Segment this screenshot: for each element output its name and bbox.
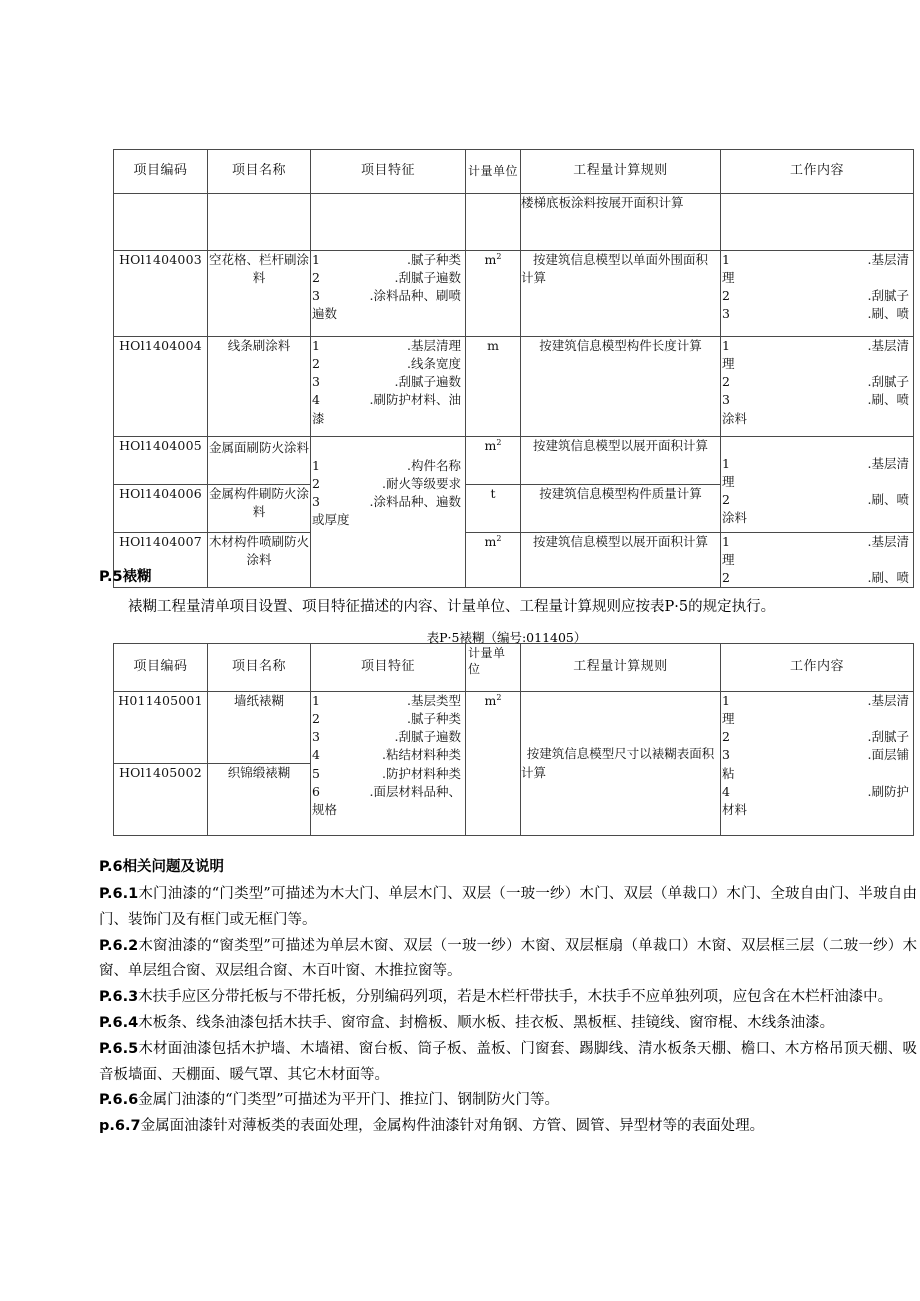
list-item [311,287,465,305]
cell-code: HOl1404007 [114,533,208,588]
cell-unit [466,337,521,437]
list-item [311,783,465,801]
table-row [114,337,914,437]
item-number: 1 [722,534,730,549]
work-list [721,692,913,819]
feature-list [311,251,465,324]
table-row [114,194,914,251]
unit-value: m [484,534,497,550]
table-p4-continued [113,149,914,588]
clause-number: P.6.6 [99,1092,139,1109]
list-item [721,251,913,269]
table-header-row [114,150,914,194]
item-text: .面层材料品种、 [369,783,461,799]
item-text: .耐火等级要求 [382,476,461,492]
rule-text-line2: 计算 [521,764,547,780]
item-text: .基层类型 [407,693,461,708]
clause-p6-5 [99,1037,917,1089]
item-text-continuation: 遍数 [312,306,338,322]
item-text: .刮腻子遍数 [394,374,461,390]
unit-value: m [484,438,497,454]
rule-text-line2: 计算 [521,270,547,286]
item-text-continuation: 涂料 [722,510,748,526]
rule-text: 楼梯底板涂料按展开面积计算 [521,195,684,210]
rule-text-line1: 按建筑信息模型尺寸以裱糊表面积 [526,746,715,762]
item-text: .涂料品种、遍数 [369,494,461,510]
item-text: .刷、喷 [867,570,909,586]
unit-exponent: 2 [496,438,502,447]
cell-code [114,194,208,251]
clause-number: P.6.3 [99,989,139,1006]
unit-exponent: 2 [496,252,502,261]
th-unit-line2: 位 [468,661,481,676]
item-number: 2 [722,374,730,390]
cell-feature [311,337,466,437]
list-item [721,373,913,391]
th-project-feature: 项目特征 [311,150,466,194]
item-text-continuation: 漆 [312,410,325,426]
cell-rule [521,437,721,485]
clause-p6-1 [99,882,917,934]
th-work-content: 工作内容 [721,150,914,194]
unit-exponent: 2 [496,693,502,702]
item-text: .刮腻子 [867,729,909,745]
cell-rule [521,251,721,337]
cell-rule-carryover [521,194,721,251]
cell-rule [521,485,721,533]
item-text-continuation: 规格 [312,801,338,817]
section-p6 [99,855,917,1140]
clause-p6-6 [99,1088,917,1114]
list-item [311,493,465,511]
cell-name: 线条刷涂料 [208,337,311,437]
clause-number: P.6.4 [99,1014,139,1031]
item-text: .线条宽度 [407,356,461,372]
th-quantity-rule: 工程量计算规则 [521,150,721,194]
item-text: .面层铺 [867,747,909,763]
item-text: .防护材料种类 [382,765,461,781]
unit-value: m [484,693,497,709]
item-number: 1 [722,693,730,708]
item-number: 3 [312,374,320,390]
item-text-continuation: 理 [722,711,735,727]
table-p5-caption: 表P·5裱糊（编号:011405） [426,629,587,645]
table-header-row [114,644,914,692]
cell-unit [466,485,521,533]
item-text: .基层清 [867,456,909,471]
item-text: .刮腻子遍数 [394,270,461,286]
work-list [721,337,913,428]
list-item [311,269,465,287]
rule-text-line1: 按建筑信息模型以展开面积计算 [532,534,708,549]
clause-text: 木窗油漆的“窗类型”可描述为单层木窗、双层（一玻一纱）木窗、双层框扇（单裁口）木窗、双层框三层（二玻一纱）木窗、单层组合窗、双层组合窗、木百叶窗、木推拉窗等。 [99,937,917,980]
cell-name: 金属面刷防火涂料 [208,437,311,485]
item-number: 1 [722,338,730,353]
unit-value: m [484,252,497,268]
item-number: 4 [312,747,320,763]
clause-number: p.6.7 [99,1118,141,1135]
list-item [721,533,913,551]
cell-rule-merged [521,692,721,836]
list-item [721,337,913,355]
feature-list [311,692,465,819]
item-number: 5 [312,765,320,781]
item-text: .腻子种类 [407,252,461,267]
item-number: 3 [312,494,320,510]
item-number: 3 [312,729,320,745]
table-row [114,437,914,485]
clause-p6-7 [99,1114,917,1140]
item-number: 2 [722,570,730,586]
item-number: 2 [722,288,730,304]
item-text: .刷防护 [867,783,909,799]
clause-text: 木门油漆的“门类型”可描述为木大门、单层木门、双层（一玻一纱）木门、双层（单裁口）木门、全玻自由门、半玻自由门、装饰门及有框门或无框门等。 [99,886,917,928]
list-item [721,491,913,509]
clause-text: 金属门油漆的“门类型”可描述为平开门、推拉门、钢制防火门等。 [138,1092,559,1109]
rule-text-line1: 按建筑信息模型以展开面积计算 [532,438,708,453]
item-text: .基层清 [867,534,909,549]
th-work-content: 工作内容 [721,644,914,692]
table-p5-wrapper [113,643,913,836]
rule-text-line1: 按建筑信息模型构件长度计算 [539,338,702,353]
clause-p6-3 [99,985,917,1011]
list-item [311,728,465,746]
item-number: 2 [312,356,320,372]
list-item [311,251,465,269]
item-number: 2 [312,476,320,492]
item-number: 1 [312,693,320,708]
cell-unit [466,194,521,251]
item-text: .刮腻子遍数 [394,729,461,745]
item-text: .刮腻子 [867,374,909,390]
rule-text-line1: 按建筑信息模型构件质量计算 [539,486,702,501]
item-number: 3 [722,392,730,408]
cell-unit [466,251,521,337]
list-item [721,391,913,409]
item-text-continuation: 理 [722,474,735,490]
th-project-name: 项目名称 [208,150,311,194]
th-project-feature: 项目特征 [311,644,466,692]
item-text: .基层清理 [407,338,461,353]
cell-work [721,194,914,251]
th-quantity-rule: 工程量计算规则 [521,644,721,692]
list-item [311,457,465,475]
cell-work-merged [721,437,914,533]
list-item [721,305,913,323]
item-text: .涂料品种、刷喷 [369,288,461,304]
item-number: 4 [312,392,320,408]
th-unit-line1: 计量单 [468,646,506,660]
item-text: .刷、喷 [867,492,909,508]
item-number: 2 [312,270,320,286]
table-row [114,692,914,764]
item-text: .刮腻子 [867,288,909,304]
list-item [311,692,465,710]
item-text: .基层清 [867,338,909,353]
item-text-continuation: 或厚度 [312,512,350,528]
list-item [311,373,465,391]
clause-number: P.6.2 [99,937,139,954]
unit-exponent: 2 [496,534,502,543]
item-number: 3 [722,747,730,763]
cell-work [721,251,914,337]
table-p4-continued-wrapper [113,149,913,588]
cell-code: HOl1404005 [114,437,208,485]
list-item [311,475,465,493]
list-item [311,337,465,355]
clause-number: P.6.5 [99,1040,139,1057]
th-project-code: 项目编码 [114,150,208,194]
cell-name: 织锦缎裱糊 [208,764,311,836]
item-text: .刷、喷 [867,306,909,322]
item-text-continuation: 理 [722,552,735,568]
cell-name [208,194,311,251]
item-number: 2 [722,492,730,508]
item-text-continuation: 材料 [722,801,748,817]
clause-text: 木材面油漆包括木护墙、木墙裙、窗台板、筒子板、盖板、门窗套、踢脚线、清水板条天棚、檐口、木方格吊顶天棚、吸音板墙面、天棚面、暖气罩、其它木材面等。 [99,1040,917,1083]
cell-name: 墙纸裱糊 [208,692,311,764]
item-number: 1 [722,456,730,471]
item-number: 1 [312,338,320,353]
cell-code: HOl1405002 [114,764,208,836]
table-row [114,251,914,337]
section-p5 [99,565,914,646]
list-item [721,728,913,746]
feature-list [311,437,465,530]
list-item [311,391,465,409]
th-unit: 计量单位 [466,150,521,194]
item-number: 3 [312,288,320,304]
item-number: 1 [722,252,730,267]
item-text-continuation: 理 [722,270,735,286]
rule-text-line1: 按建筑信息模型以单面外围面积 [532,252,708,267]
list-item [721,455,913,473]
list-item [311,765,465,783]
item-text: .构件名称 [407,458,461,473]
table-p5 [113,643,914,836]
item-text: .基层清 [867,252,909,267]
item-text: .基层清 [867,693,909,708]
cell-name: 金属构件刷防火涂料 [208,485,311,533]
th-unit [466,644,521,692]
list-item [311,746,465,764]
th-project-code: 项目编码 [114,644,208,692]
item-number: 4 [722,783,730,799]
clause-text: 木板条、线条油漆包括木扶手、窗帘盒、封檐板、顺水板、挂衣板、黑板框、挂镜线、窗帘棍、木线条油漆。 [138,1014,835,1031]
feature-list [311,337,465,428]
item-number: 1 [312,252,320,267]
item-text: .刷防护材料、油 [369,392,461,408]
cell-feature [311,251,466,337]
item-number: 6 [312,783,320,799]
section-p5-heading: P.5裱糊 [99,569,152,585]
clause-text: 金属面油漆针对薄板类的表面处理，金属构件油漆针对角钢、方管、圆管、异型材等的表面处理。 [140,1118,765,1135]
cell-unit-merged [466,692,521,836]
section-p5-intro: 裱糊工程量清单项目设置、项目特征描述的内容、计量单位、工程量计算规则应按表P·5的规定执行。 [128,599,776,615]
list-item [721,783,913,801]
unit-value: m [487,338,499,354]
clause-p6-4 [99,1011,917,1037]
cell-name: 空花格、栏杆刷涂料 [208,251,311,337]
item-text: .粘结材料种类 [382,747,461,763]
th-project-name: 项目名称 [208,644,311,692]
item-text: .腻子种类 [407,711,461,727]
item-number: 2 [312,711,320,727]
cell-work-merged [721,692,914,836]
clause-number: P.6.1 [99,886,139,902]
cell-work [721,337,914,437]
cell-code: H011405001 [114,692,208,764]
cell-feature-merged [311,692,466,836]
section-p6-heading: P.6相关问题及说明 [99,859,225,875]
list-item [721,287,913,305]
clause-text: 木扶手应区分带托板与不带托板，分别编码列项，若是木栏杆带扶手，木扶手不应单独列项，应包含在木栏杆油漆中。 [138,989,893,1006]
item-text-continuation: 涂料 [722,410,748,426]
item-number: 1 [312,458,320,473]
item-text-continuation: 粘 [722,765,735,781]
work-list [721,437,913,528]
item-number: 3 [722,306,730,322]
cell-feature [311,194,466,251]
list-item [311,710,465,728]
cell-code: HOl1404006 [114,485,208,533]
cell-code: HOl1404004 [114,337,208,437]
cell-unit [466,437,521,485]
list-item [311,355,465,373]
cell-name: 木材构件喷刷防火涂料 [208,533,311,588]
list-item [721,746,913,764]
item-number: 2 [722,729,730,745]
cell-code: HOl1404003 [114,251,208,337]
unit-value: t [490,486,496,502]
clause-p6-2 [99,934,917,986]
list-item [721,692,913,710]
item-text-continuation: 理 [722,356,735,372]
item-text: .刷、喷 [867,392,909,408]
work-list [721,251,913,324]
cell-rule [521,337,721,437]
